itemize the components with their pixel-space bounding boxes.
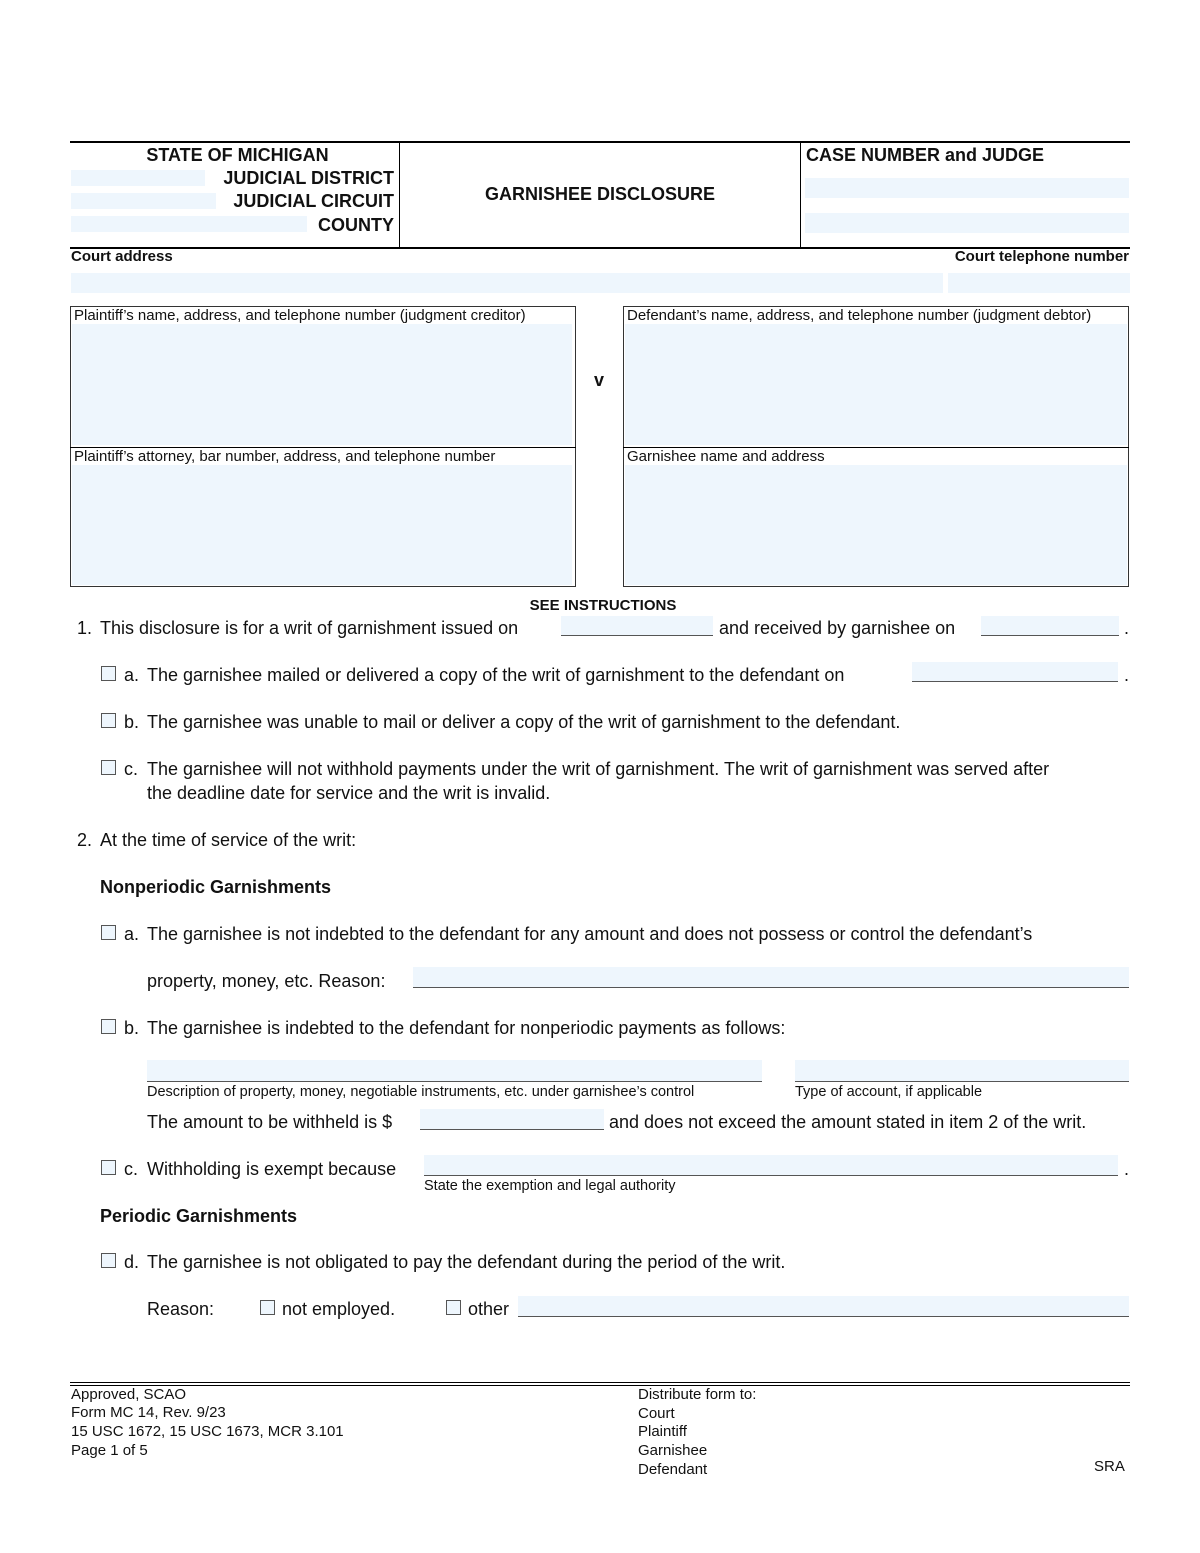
county-input[interactable]: [71, 216, 307, 232]
item1b-letter: b.: [124, 712, 140, 732]
item2a-text-line2: property, money, etc. Reason:: [147, 971, 386, 991]
see-instructions: SEE INSTRUCTIONS: [529, 597, 677, 614]
court-phone-input[interactable]: [948, 273, 1130, 293]
footer-citations: 15 USC 1672, 15 USC 1673, MCR 3.101: [71, 1423, 344, 1440]
item1c-text-line1: The garnishee will not withhold payments under the writ of garnishment. The writ of garnishment was served after: [147, 759, 1050, 779]
item1a-checkbox[interactable]: [101, 666, 116, 681]
item2c-letter: c.: [124, 1159, 139, 1179]
case-number-label: CASE NUMBER and JUDGE: [806, 145, 1045, 165]
copy-mailed-date-input[interactable]: [912, 662, 1118, 682]
item2c-period: .: [1124, 1159, 1130, 1179]
item2b-text: The garnishee is indebted to the defendant for nonperiodic payments as follows:: [147, 1018, 786, 1038]
item1b-checkbox[interactable]: [101, 713, 116, 728]
item2d-checkbox[interactable]: [101, 1253, 116, 1268]
case-number-input[interactable]: [805, 178, 1129, 198]
item2-text: At the time of service of the writ:: [100, 830, 357, 850]
item1-text-a: This disclosure is for a writ of garnishment issued on: [100, 618, 519, 638]
other-reason-label: other: [468, 1299, 510, 1319]
item2b-letter: b.: [124, 1018, 140, 1038]
plaintiff-input[interactable]: [72, 324, 572, 445]
item2c-checkbox[interactable]: [101, 1160, 116, 1175]
footer-approved: Approved, SCAO: [71, 1386, 187, 1403]
circuit-input[interactable]: [71, 193, 216, 209]
nonperiodic-heading: Nonperiodic Garnishments: [100, 877, 332, 897]
item2a-checkbox[interactable]: [101, 925, 116, 940]
not-employed-label: not employed.: [282, 1299, 396, 1319]
distribute-garnishee: Garnishee: [638, 1442, 708, 1459]
court-phone-label: Court telephone number: [954, 248, 1129, 265]
state-title: STATE OF MICHIGAN: [146, 145, 329, 165]
district-label: JUDICIAL DISTRICT: [223, 168, 394, 188]
attorney-label: Plaintiff’s attorney, bar number, address, and telephone number: [74, 448, 496, 465]
header-divider-right: [800, 141, 801, 248]
item2-number: 2.: [77, 830, 93, 850]
item1c-text-line2: the deadline date for service and the writ is invalid.: [147, 783, 551, 803]
exemption-input[interactable]: [424, 1155, 1118, 1176]
district-input[interactable]: [71, 170, 205, 186]
footer-page-number: Page 1 of 5: [71, 1442, 148, 1459]
county-label: COUNTY: [318, 215, 394, 235]
writ-issued-date-input[interactable]: [561, 616, 713, 636]
defendant-label: Defendant’s name, address, and telephone number (judgment debtor): [627, 307, 1092, 324]
exemption-caption: State the exemption and legal authority: [424, 1178, 676, 1194]
garnishee-input[interactable]: [625, 465, 1127, 585]
court-address-label: Court address: [71, 248, 173, 265]
footer-rule-top: [70, 1382, 1130, 1383]
item1a-letter: a.: [124, 665, 140, 685]
defendant-input[interactable]: [625, 324, 1127, 445]
item1-number: 1.: [77, 618, 93, 638]
property-description-caption: Description of property, money, negotiable instruments, etc. under garnishee’s control: [147, 1084, 695, 1100]
header-top-rule: [70, 141, 1130, 143]
reason-label: Reason:: [147, 1299, 215, 1319]
amount-withheld-text-b: and does not exceed the amount stated in item 2 of the writ.: [609, 1112, 1087, 1132]
not-employed-checkbox[interactable]: [260, 1300, 275, 1315]
distribute-defendant: Defendant: [638, 1461, 708, 1478]
plaintiff-label: Plaintiff’s name, address, and telephone number (judgment creditor): [74, 307, 526, 324]
item1c-letter: c.: [124, 759, 139, 779]
writ-received-date-input[interactable]: [981, 616, 1119, 636]
attorney-input[interactable]: [72, 465, 572, 585]
item2d-text: The garnishee is not obligated to pay the defendant during the period of the writ.: [147, 1252, 786, 1272]
item2a-letter: a.: [124, 924, 140, 944]
amount-withheld-input[interactable]: [420, 1109, 604, 1130]
amount-withheld-text-a: The amount to be withheld is $: [147, 1112, 393, 1132]
judge-input[interactable]: [805, 213, 1129, 233]
footer-code: SRA: [1094, 1458, 1125, 1475]
item2d-letter: d.: [124, 1252, 140, 1272]
other-reason-checkbox[interactable]: [446, 1300, 461, 1315]
periodic-heading: Periodic Garnishments: [100, 1206, 298, 1226]
account-type-input[interactable]: [795, 1060, 1129, 1082]
item2b-checkbox[interactable]: [101, 1019, 116, 1034]
footer-form-number: Form MC 14, Rev. 9/23: [71, 1404, 226, 1421]
item1-period: .: [1124, 618, 1130, 638]
item1b-text: The garnishee was unable to mail or deliver a copy of the writ of garnishment to the defendant.: [147, 712, 901, 732]
garnishee-label: Garnishee name and address: [627, 448, 825, 465]
item2c-text: Withholding is exempt because: [147, 1159, 397, 1179]
property-description-input[interactable]: [147, 1060, 762, 1082]
distribute-court: Court: [638, 1405, 675, 1422]
item1a-text: The garnishee mailed or delivered a copy of the writ of garnishment to the defendant on: [147, 665, 845, 685]
item2a-text-line1: The garnishee is not indebted to the defendant for any amount and does not possess or control the defendant’s: [147, 924, 1033, 944]
distribute-plaintiff: Plaintiff: [638, 1423, 687, 1440]
item1c-checkbox[interactable]: [101, 760, 116, 775]
other-reason-input[interactable]: [518, 1296, 1129, 1317]
account-type-caption: Type of account, if applicable: [795, 1084, 983, 1100]
distribute-label: Distribute form to:: [638, 1386, 757, 1403]
versus-label: v: [594, 370, 605, 390]
form-title: GARNISHEE DISCLOSURE: [484, 184, 716, 204]
item1-text-b: and received by garnishee on: [719, 618, 956, 638]
footer-rule-bottom: [70, 1385, 1130, 1386]
not-indebted-reason-input[interactable]: [413, 967, 1129, 988]
item1a-period: .: [1124, 665, 1130, 685]
circuit-label: JUDICIAL CIRCUIT: [233, 191, 394, 211]
court-address-input[interactable]: [71, 273, 943, 293]
